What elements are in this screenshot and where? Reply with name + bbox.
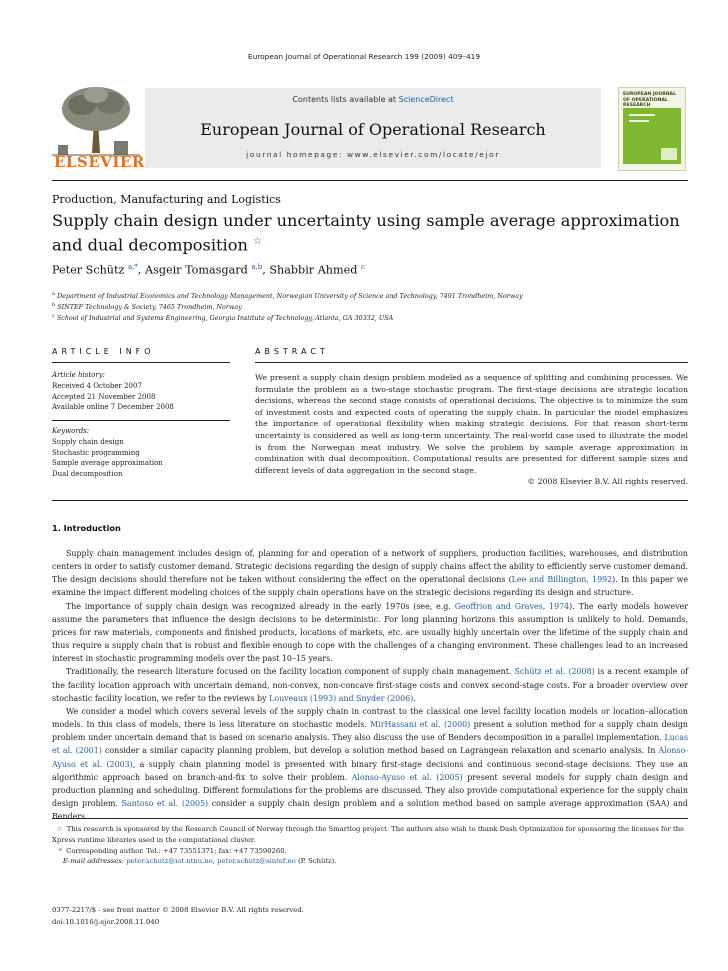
journal-homepage[interactable]: journal homepage: www.elsevier.com/locate/ejor bbox=[246, 150, 500, 159]
author-affiliation-mark[interactable]: c bbox=[360, 263, 365, 271]
citation-link[interactable]: MirHassani et al. (2000) bbox=[370, 720, 471, 730]
text-run: , a supply chain planning model is presented with binary first-stage decisions and continuous second-stage decisions. They use an algorithmic approach based on branch-and-fix to solve their problem. bbox=[52, 759, 688, 782]
keywords bbox=[52, 426, 163, 480]
author-name: Peter Schütz bbox=[52, 263, 125, 277]
article-title-text: Supply chain design under uncertainty using sample average approximation and dual decomposition bbox=[52, 211, 680, 255]
issn-line: 0377-2217/$ - see front matter © 2008 Elsevier B.V. All rights reserved. bbox=[52, 906, 304, 914]
footnote-emails bbox=[52, 856, 688, 867]
citation-link[interactable]: Santoso et al. (2005) bbox=[121, 798, 209, 808]
history-received: Received 4 October 2007 bbox=[52, 381, 142, 390]
paragraph bbox=[52, 705, 688, 823]
cover-title: EUROPEAN JOURNAL OF OPERATIONAL RESEARCH bbox=[623, 92, 677, 108]
masthead bbox=[52, 83, 688, 176]
abstract-rule bbox=[255, 362, 688, 363]
citation-link[interactable]: Alonso-Ayuso et al. (2003) bbox=[52, 746, 688, 769]
citation-link[interactable]: Louveaux (1993) and Snyder (2006) bbox=[269, 693, 414, 703]
history-accepted: Accepted 21 November 2008 bbox=[52, 392, 156, 401]
journal-cover-thumbnail-icon bbox=[618, 87, 686, 171]
footnote-corresponding bbox=[52, 846, 688, 857]
text-run: Traditionally, the research literature focused on the facility location component of supply chain management. bbox=[66, 667, 515, 677]
keyword: Sample average approximation bbox=[52, 459, 163, 468]
journal-title: European Journal of Operational Research bbox=[200, 120, 546, 139]
masthead-banner bbox=[145, 88, 601, 168]
affiliation bbox=[52, 313, 393, 322]
paragraph bbox=[52, 665, 688, 704]
text-run: ). The early models however assume the parameters that influence the design decisions to be deterministic. For long planning horizons this assumption is unlikely to hold. Demands, prices for raw materials, components and finished products, locations of markets, etc. are usually highly uncertain over the lifetime of the supply chain and thus require a supply chain that is robust and flexible enough to cope with the challenges of a changing environment. These challenges lead to an increased interest in stochastic programming models over the past 10–15 years. bbox=[52, 601, 688, 664]
section-label: Production, Manufacturing and Logistics bbox=[52, 193, 281, 206]
affiliation bbox=[52, 291, 523, 300]
journal-reference: European Journal of Operational Research 199 (2009) 409–419 bbox=[247, 52, 481, 61]
citation-link[interactable]: Lee and Billington, 1992 bbox=[511, 575, 613, 585]
contents-prefix: Contents lists available at bbox=[292, 95, 399, 104]
abstract-text: We present a supply chain design problem modeled as a sequence of splitting and combining processes. We formulate the problem as a two-stage stochastic program. The first-stage decisions are strategic location decisions, whereas the second stage consists of operational decisions. The objective is to minimize the sum of investment costs and expected costs of operating the supply chain. In particular the model emphasizes the importance of operational flexibility when making strategic decisions. For that reason short-term uncertainty is considered as well as long-term uncertainty. The real-world case used to illustrate the model is from the Norwegian meat industry. We solve the problem by sample average approximation in combination with dual decomposition. Computational results are presented for different sample sizes and different levels of data aggregation in the second stage. bbox=[255, 373, 688, 475]
affiliation-text: Department of Industrial Economics and Technology Management, Norwegian University of Science and Technology, 7491 Trondheim, Norway bbox=[57, 292, 523, 301]
article-info-heading: ARTICLE INFO bbox=[52, 347, 155, 356]
doi-line[interactable]: doi:10.1016/j.ejor.2008.11.040 bbox=[52, 917, 160, 926]
masthead-divider bbox=[52, 180, 688, 181]
article-title bbox=[52, 210, 692, 255]
footnote-text: This research is sponsored by the Research Council of Norway through the Smartlog project. The authors also wish to thank Dash Optimization for sponsoring the licenses for the Xpress runtime libraries used in the computational cluster. bbox=[52, 825, 685, 844]
keywords-rule bbox=[52, 420, 230, 421]
publication-info bbox=[52, 905, 304, 928]
abstract-copyright: © 2008 Elsevier B.V. All rights reserved. bbox=[527, 477, 688, 487]
keywords-label: Keywords: bbox=[52, 427, 90, 435]
affiliation bbox=[52, 302, 242, 311]
abstract-body bbox=[255, 372, 688, 488]
author-name: Asgeir Tomasgard bbox=[145, 263, 248, 277]
title-footnote-mark[interactable]: ☆ bbox=[253, 236, 263, 247]
email-owner: (P. Schütz). bbox=[295, 857, 337, 866]
email-label: E-mail addresses: bbox=[62, 857, 125, 866]
citation-link[interactable]: Geoffrion and Graves, 1974 bbox=[454, 601, 570, 611]
text-run: present several models for supply chain design and production planning and scheduling. Different formulations for the problems are discussed. They also provide computational experience for the supply chain design problem. bbox=[52, 772, 689, 808]
keyword: Dual decomposition bbox=[52, 470, 123, 479]
article-history-label: Article history: bbox=[52, 371, 106, 379]
article-info-rule bbox=[52, 362, 230, 363]
text-run: . bbox=[413, 693, 416, 703]
footnote-mark: ☆ bbox=[56, 825, 63, 833]
text-run: consider a supply chain design problem and a solution method based on sample average approximation (SAA) and Benders bbox=[52, 798, 688, 822]
publisher-wordmark: ELSEVIER bbox=[54, 153, 145, 171]
email-link[interactable]: peter.schutz@sintef.no bbox=[217, 857, 296, 866]
affiliation-mark: a bbox=[52, 291, 55, 297]
author-separator: , bbox=[262, 263, 270, 277]
affiliation-mark: b bbox=[52, 302, 56, 308]
keyword: Supply chain design bbox=[52, 437, 124, 446]
text-run: We consider a model which covers several levels of the supply chain in contrast to the classical one level facility location models or location–allocation models. In this class of models, there is less literature on stochastic models. bbox=[52, 706, 688, 730]
footnote-text: Corresponding author. Tel.: +47 73551371; fax: +47 73590260. bbox=[66, 846, 287, 855]
article-history bbox=[52, 370, 174, 413]
affiliation-text: SINTEF Technology & Society, 7465 Trondheim, Norway bbox=[57, 303, 242, 312]
author-affiliation-mark[interactable]: a,* bbox=[127, 263, 138, 271]
history-online: Available online 7 December 2008 bbox=[52, 403, 174, 412]
footnotes bbox=[52, 824, 688, 867]
affiliation-text: School of Industrial and Systems Engineering, Georgia Institute of Technology, Atlanta, GA 30332, USA bbox=[56, 314, 394, 323]
footnote-mark: * bbox=[58, 846, 62, 855]
affiliation-mark: c bbox=[52, 313, 55, 319]
footnote-rule bbox=[52, 818, 688, 819]
text-run: present a solution method for a supply chain design problem under uncertain demand that is based on scenario analysis. They also discuss the use of Benders decomposition in a parallel implementation. bbox=[52, 720, 688, 743]
text-run: ). In this paper we examine the impact different modeling choices of the supply chain operations have on the strategic decisions regarding its design and structure. bbox=[52, 575, 689, 598]
email-separator: , bbox=[212, 857, 218, 866]
citation-link[interactable]: Alonso-Ayuso et al. (2005) bbox=[351, 772, 463, 782]
citation-link[interactable]: Lucas et al. (2001) bbox=[52, 733, 688, 756]
footnote-funding bbox=[52, 824, 688, 846]
sciencedirect-link[interactable]: ScienceDirect bbox=[398, 95, 454, 104]
text-run: is a recent example of the facility location approach with uncertain demand, non-convex, non-concave first-stage costs and convex second-stage costs. For a broader overview over stochastic facility location, we refer to the reviews by bbox=[52, 667, 689, 703]
abstract-heading: ABSTRACT bbox=[255, 347, 329, 356]
author-list bbox=[52, 263, 365, 277]
text-run: Supply chain management includes design of, planning for and operation of a network of suppliers, production facilities, warehouses, and distribution centers in order to satisfy customer demand. Strategic decisions regarding the design of supply chains affect the ability to efficiently serve customer demand. The design decisions should therefore not be taken without considering the effect on the operational decisions ( bbox=[52, 549, 688, 585]
author-affiliation-mark[interactable]: a,b bbox=[251, 263, 263, 271]
elsevier-tree-logo-icon bbox=[52, 83, 145, 171]
email-link[interactable]: peter.schutz@iot.ntnu.no bbox=[126, 857, 213, 866]
paragraph bbox=[52, 600, 688, 666]
author-name: Shabbir Ahmed bbox=[269, 263, 358, 277]
abstract-bottom-rule bbox=[52, 500, 688, 501]
introduction-body bbox=[52, 547, 688, 823]
author-separator: , bbox=[137, 263, 145, 277]
text-run: The importance of supply chain design was recognized already in the early 1970s (see, e.g. bbox=[66, 601, 455, 611]
paragraph bbox=[52, 547, 688, 600]
text-run: consider a similar capacity planning problem, but develop a solution method based on Lagrangean relaxation and scenario analysis. In bbox=[101, 746, 659, 756]
contents-line bbox=[145, 95, 601, 104]
introduction-heading: 1. Introduction bbox=[52, 523, 121, 533]
citation-link[interactable]: Schütz et al. (2008) bbox=[514, 667, 595, 677]
keyword: Stochastic programming bbox=[52, 448, 140, 457]
